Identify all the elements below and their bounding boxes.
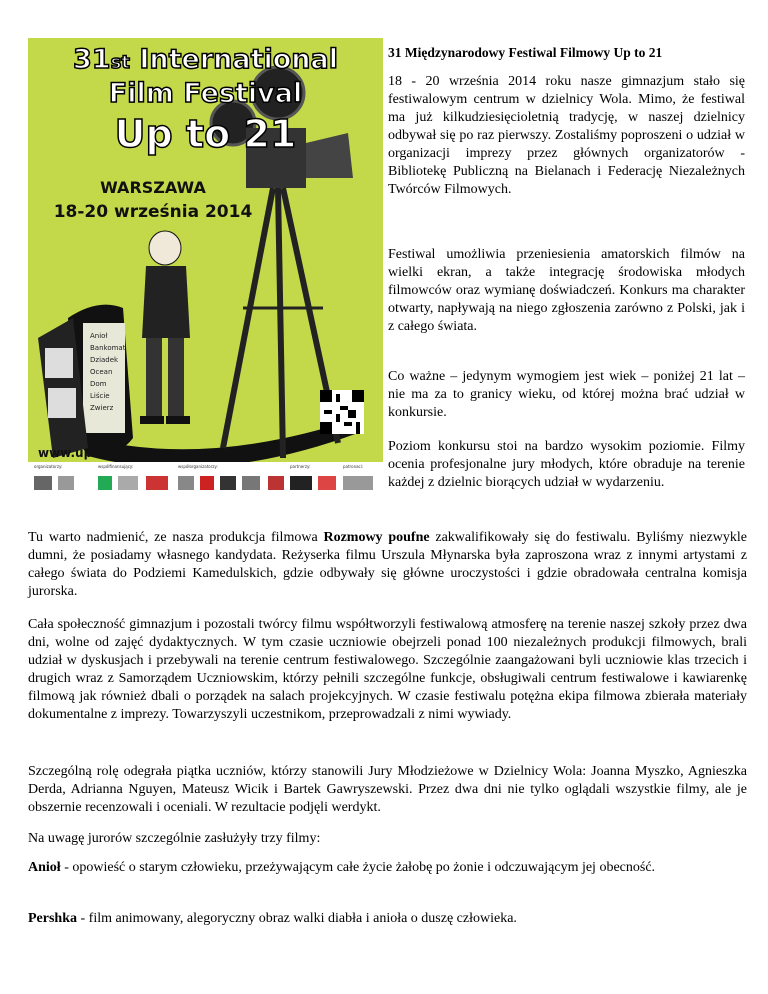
- sponsor-label: współorganizatorzy:: [178, 464, 218, 469]
- paragraph-films-intro: Na uwagę jurorów szczególnie zasłużyły trzy filmy:: [28, 831, 321, 846]
- film-strip-word: Dziadek: [90, 356, 119, 364]
- sponsor-logo: [178, 476, 194, 490]
- article-heading: 31 Międzynarodowy Festiwal Filmowy Up to 21: [388, 45, 663, 60]
- sponsor-logo: [343, 476, 373, 490]
- sponsor-logo: [242, 476, 260, 490]
- paragraph-pershka: Pershka - film animowany, alegoryczny obraz walki diabła i anioła o duszę człowieka.: [28, 911, 517, 926]
- tripod-leg-2: [278, 188, 283, 458]
- sponsor-label: organizatorzy:: [34, 464, 63, 469]
- paragraph-jury: Szczególną rolę odegrała piątka uczniów, którzy stanowili Jury Młodzieżowe w Dzielnicy Wola: Joanna Myszko, Agnieszka Derda, Adrianna Nguyen, Mateusz Wicik i Bartek Gawryszewski. Przez dwa dni nie tylko oglądali wszystkie filmy, ale je obszernie recenzowali i oceniali. W rezultacie podjęli werdykt.: [28, 764, 747, 815]
- sponsor-label: partnerzy:: [290, 464, 311, 469]
- sponsor-logo: [318, 476, 336, 490]
- qr-code-icon: [320, 390, 364, 434]
- tripod-leg-1: [223, 188, 273, 448]
- paragraph-production: Tu warto nadmienić, ze nasza produkcja filmowa Rozmowy poufne zakwalifikowały się do festiwalu. Byliśmy niezwykle dumni, że posiadamy własnego kandydata. Reżyserka filmu Urszula Młynarska była zaproszona wraz z innymi artystami z całego świata do Podziemi Kamedulskich, gdzie odbywały się główne uroczystości i gdzie obradowała centralna komisja jurorska.: [28, 530, 747, 599]
- poster-website: www.upto21.pl: [38, 446, 141, 460]
- sponsor-logo: [268, 476, 284, 490]
- poster-dates: 18-20 września 2014: [53, 202, 253, 222]
- sponsor-logo: [200, 476, 214, 490]
- sponsor-logo: [118, 476, 138, 490]
- paragraph-aniol: Anioł - opowieść o starym człowieku, przeżywającym całe życie żałobę po żonie i odczuwającym jej obecność.: [28, 860, 656, 875]
- film-title-pershka: Pershka: [28, 911, 77, 926]
- sponsor-logo: [58, 476, 74, 490]
- sponsor-label: patronaci:: [343, 464, 364, 469]
- paragraph-level: Poziom konkursu stoi na bardzo wysokim poziomie. Filmy ocenia profesjonalne jury młodych, które obraduje na terenie każdej z dzielnic biorących udział w wydarzeniu.: [388, 439, 745, 490]
- boy-head: [149, 231, 181, 265]
- sponsor-logo: [98, 476, 112, 490]
- film-strip-word: Anioł: [90, 332, 108, 340]
- boy-body: [142, 266, 190, 338]
- film-strip-word: Dom: [90, 380, 107, 388]
- festival-poster: [28, 38, 383, 500]
- paragraph-community: Cała społeczność gimnazjum i pozostali twórcy filmu współtworzyli festiwalową atmosferę na terenie naszej szkoły przez dwa dni, wolne od zajęć dydaktycznych. W tym czasie uczniowie obejrzeli ponad 100 niezależnych produkcji filmowych, brali udział w dyskusjach i przebywali na terenie centrum festiwalowego. Szczególnie zaangażowani byli uczniowie klas trzecich i drugich wraz z Samorządem Uczniowskim, którzy pełnili szczególne funkcje, obsługiwali centrum festiwalowe i kawiarenkę filmową jak również dbali o porządek na salach projekcyjnych. W czasie festiwalu potężna ekipa filmowa zbierała materiały dokumentalne z imprezy. Towarzyszyli uczestnikom, przeprowadzali z nimi wywiady.: [28, 617, 747, 722]
- sponsor-bar: [28, 462, 383, 500]
- paragraph-festival: Festiwal umożliwia przeniesienia amatorskich filmów na wielki ekran, a także integrację środowiska młodych filmowców oraz wymianę doświadczeń. Konkurs ma charakter otwarty, napływają na niego zgłoszenia zarówno z Polski, jak i z całego świata.: [388, 247, 745, 334]
- film-title-rozmowy: Rozmowy poufne: [323, 530, 430, 545]
- sponsor-logo: [290, 476, 312, 490]
- film-title-aniol: Anioł: [28, 860, 61, 875]
- paragraph-age: Co ważne – jedynym wymogiem jest wiek – poniżej 21 lat – nie ma za to granicy wieku, od której można brać udział w konkursie.: [388, 369, 745, 420]
- film-strip-word: Zwierz: [90, 404, 114, 412]
- poster-city: WARSZAWA: [100, 178, 206, 197]
- film-strip-word: Bankomat: [90, 344, 126, 352]
- paragraph-intro: 18 - 20 września 2014 roku nasze gimnazjum stało się festiwalowym centrum w dzielnicy Wola. Mimo, że festiwal ma już kilkudziesięcioletnią tradycję, w naszej dzielnicy odbywał się po raz pierwszy. Zostaliśmy poproszeni o udział w organizacji imprezy przez głównych organizatorów - Bibliotekę Publiczną na Bielanach i Federację Niezależnych Twórców Filmowych.: [388, 74, 745, 197]
- poster-title-line3: Up to 21: [114, 112, 297, 156]
- sponsor-logo: [34, 476, 52, 490]
- sponsor-logo: [146, 476, 168, 490]
- sponsor-logo: [220, 476, 236, 490]
- film-strip-word: Liście: [90, 392, 110, 400]
- poster-title-line1: 31st International: [73, 44, 338, 75]
- poster-title-line2: Film Festival: [108, 78, 303, 109]
- sponsor-label: współfinansujący:: [98, 464, 134, 469]
- film-strip-word: Ocean: [90, 368, 113, 376]
